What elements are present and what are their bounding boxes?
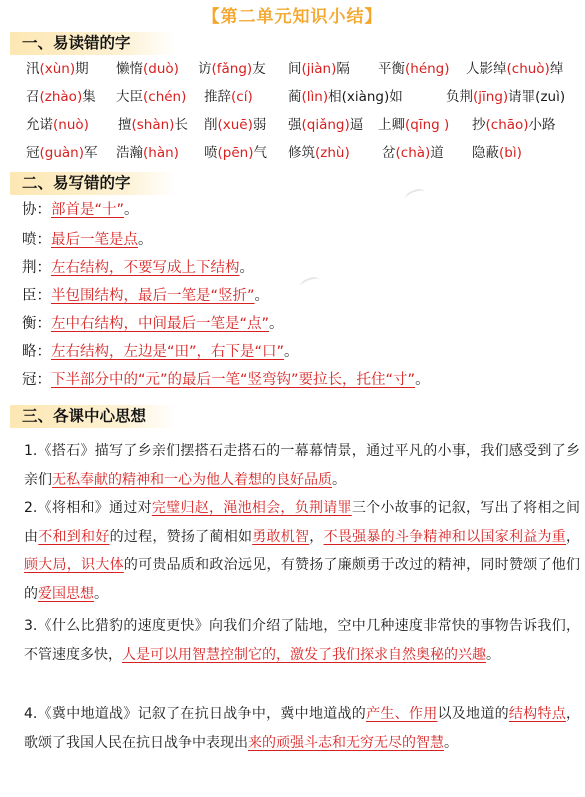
word-pinyin: (nuò)	[53, 117, 89, 133]
paragraph-text: 的过程，赞扬了蔺相如	[109, 528, 253, 545]
pinyin-word	[116, 142, 179, 164]
word-pinyin: (shàn)	[131, 117, 175, 133]
pinyin-word	[288, 58, 350, 80]
paragraph-text: 三个小故事的记叙，写出了将相之间由	[24, 500, 581, 545]
word-char: 隔	[336, 61, 350, 77]
word-char: 大臣	[116, 89, 143, 105]
highlight-text: 结构特点	[508, 706, 567, 722]
word-char: 擅	[118, 117, 132, 133]
decorative-bird-icon	[404, 187, 426, 203]
section-3-heading: 三、各课中心思想	[10, 405, 175, 428]
word-pinyin: (xuē)	[217, 117, 253, 133]
word-char: 集	[82, 89, 96, 105]
word-pinyin: (cí)	[231, 89, 253, 105]
rule-char-label: 冠：	[22, 372, 51, 388]
paragraph-3	[24, 612, 580, 669]
rule-text: 部首是“十”	[51, 202, 125, 218]
paragraph-text: 。	[332, 471, 346, 488]
word-char: 弱	[252, 117, 267, 133]
word-pinyin: (zhào)	[39, 89, 83, 105]
word-char: 道	[430, 145, 444, 161]
word-char: 召	[26, 89, 40, 105]
pinyin-word	[198, 58, 266, 80]
writing-rule	[22, 312, 284, 337]
pinyin-word	[288, 114, 363, 136]
paragraph-1	[24, 437, 580, 494]
rule-text: 左右结构，不要写成上下结构	[51, 260, 240, 276]
word-char: 抄	[472, 117, 486, 133]
word-char: 小路	[528, 117, 556, 133]
word-char: 浩瀚	[116, 145, 143, 161]
highlight-text: 产生、作用	[366, 706, 438, 722]
pinyin-word	[26, 86, 96, 108]
rule-period: 。	[124, 202, 139, 218]
word-char: 冠	[26, 145, 40, 161]
pinyin-word	[288, 142, 350, 164]
highlight-text: 人是可以用智慧控制它的，激发了我们探求自然奥秘的兴趣	[122, 646, 486, 663]
word-pinyin: (jīng)	[473, 89, 509, 105]
word-char: 期	[75, 61, 89, 77]
highlight-text: 爱国思想	[38, 585, 94, 602]
pinyin-row	[26, 142, 580, 164]
word-char: 隐蔽	[472, 145, 499, 161]
paragraph-text: 。	[444, 734, 458, 751]
paragraph-text: 。	[94, 585, 108, 602]
word-char: 喷	[204, 145, 218, 161]
rule-period: 。	[138, 232, 153, 248]
word-char: 平衡	[378, 61, 405, 77]
pinyin-word	[446, 86, 565, 108]
word-char: 友	[252, 61, 266, 77]
word-char: 绰	[549, 61, 564, 77]
word-pinyin: (guàn)	[39, 145, 84, 161]
rule-char-label: 协：	[22, 202, 51, 218]
paragraph-2	[24, 494, 580, 608]
rule-period: 。	[239, 260, 254, 276]
word-pinyin: (duò)	[143, 61, 179, 77]
word-char: 汛	[26, 61, 40, 77]
rule-text: 下半部分中的“元”的最后一笔“竖弯钩”要拉长，托住“寸”	[51, 372, 416, 388]
pinyin-word	[204, 86, 253, 108]
highlight-text: 顾大局，识大体	[24, 557, 124, 573]
pinyin-word	[116, 58, 179, 80]
paragraph-text: 。	[486, 646, 500, 663]
pinyin-word	[26, 58, 89, 80]
word-char: 请罪(zuì)	[508, 89, 566, 105]
highlight-text: 不和到和好	[38, 528, 110, 545]
word-char: 访	[198, 61, 212, 77]
word-pinyin: (zhù)	[315, 145, 350, 161]
word-pinyin: (chuò)	[506, 61, 550, 77]
writing-rule	[22, 256, 254, 281]
word-char: 强	[288, 117, 302, 133]
writing-rule	[22, 228, 153, 253]
pinyin-word	[204, 114, 266, 136]
pinyin-word	[204, 142, 267, 164]
decorative-bird-icon	[299, 275, 321, 291]
pinyin-word	[118, 114, 188, 136]
word-char: 削	[204, 117, 218, 133]
word-pinyin: (fǎng)	[211, 61, 253, 77]
pinyin-word	[382, 142, 444, 164]
pinyin-row	[26, 58, 580, 80]
word-char: 人影绰	[466, 61, 507, 77]
pinyin-word	[288, 86, 403, 108]
word-char: 推辞	[204, 89, 231, 105]
paragraph-text: ，	[309, 528, 324, 545]
pinyin-word	[26, 142, 98, 164]
word-char: 懒惰	[116, 61, 143, 77]
page-title: 【第二单元知识小结】	[202, 7, 383, 27]
word-pinyin: (héng)	[405, 61, 450, 77]
word-pinyin: (bì)	[499, 145, 522, 161]
paragraph-text: 4.《冀中地道战》记叙了在抗日战争中，冀中地道战的	[24, 706, 367, 722]
word-pinyin: (chāo)	[485, 117, 529, 133]
highlight-text: 来的顽强斗志和无穷无尽的智慧	[248, 734, 444, 751]
pinyin-word	[378, 114, 449, 136]
word-char: 军	[84, 145, 98, 161]
highlight-text: 勇敢机智	[252, 528, 310, 545]
rule-char-label: 臣：	[22, 288, 51, 304]
pinyin-word	[378, 58, 450, 80]
rule-char-label: 喷：	[22, 232, 51, 248]
paragraph-4	[24, 700, 580, 757]
rule-char-label: 略：	[22, 344, 51, 360]
word-char: 上卿	[378, 117, 405, 133]
pinyin-row	[26, 114, 580, 136]
rule-period: 。	[415, 372, 430, 388]
highlight-text: 无私奉献的精神和一心为他人着想的良好品质	[52, 471, 332, 488]
rule-text: 最后一笔是点	[51, 232, 138, 248]
rule-text: 半包围结构，最后一笔是“竖折”	[51, 288, 255, 304]
paragraph-text: 3.《什么比猎豹的速度更快》向我们介绍了陆地，空中几种速度非常快的事物告诉我们，不管速度多快，	[24, 618, 580, 663]
word-pinyin: (pēn)	[217, 145, 254, 161]
word-pinyin: (qiǎng)	[301, 117, 350, 133]
word-char: 气	[253, 145, 267, 161]
paragraph-text: 的可贵品质和政治远见，有赞扬了廉颇勇于改过的精神，同时赞颂了他们的	[24, 557, 580, 602]
word-char: 间	[288, 61, 302, 77]
word-char: 蔺	[288, 89, 302, 105]
rule-period: 。	[269, 316, 284, 332]
section-1-heading: 一、易读错的字	[10, 32, 175, 55]
word-pinyin: (jiàn)	[301, 61, 337, 77]
paragraph-text: 2.《将相和》通过对	[24, 500, 152, 516]
rule-text: 左右结构，左边是“田”，右下是“口”	[51, 344, 285, 360]
writing-rule	[22, 368, 430, 393]
rule-text: 左中右结构，中间最后一笔是“点”	[51, 316, 270, 332]
rule-period: 。	[284, 344, 299, 360]
highlight-text: 完璧归赵，渑池相会，负荆请罪	[151, 500, 352, 516]
writing-rule	[22, 198, 139, 223]
word-char: 岔	[382, 145, 396, 161]
word-pinyin: (chén)	[143, 89, 187, 105]
highlight-text: 不畏强暴的斗争精神和以国家利益为重	[323, 528, 567, 545]
word-char: 负荆	[446, 89, 473, 105]
paragraph-text: 1.《搭石》描写了乡亲们摆搭石走搭石的一幕幕情景，通过平凡的小事，我们感受到了乡亲们	[24, 443, 580, 488]
word-char: 逼	[349, 117, 364, 133]
pinyin-word	[26, 114, 89, 136]
word-pinyin: (chà)	[395, 145, 431, 161]
word-char: 允诺	[26, 117, 53, 133]
section-2-heading: 二、易写错的字	[10, 172, 175, 195]
pinyin-word	[472, 114, 556, 136]
rule-char-label: 衡：	[22, 316, 51, 332]
word-char: 修筑	[288, 145, 315, 161]
writing-rule	[22, 340, 299, 365]
pinyin-word	[472, 142, 522, 164]
pinyin-word	[466, 58, 563, 80]
word-pinyin: (xùn)	[39, 61, 76, 77]
rule-char-label: 荆：	[22, 260, 51, 276]
word-char: 相(xiàng)如	[328, 89, 403, 105]
word-char: 长	[174, 117, 188, 133]
paragraph-text: ，歌颂了我国人民在抗日战争中表现出	[24, 706, 581, 751]
pinyin-word	[116, 86, 186, 108]
rule-period: 。	[254, 288, 270, 304]
word-pinyin: (hàn)	[143, 145, 179, 161]
word-pinyin: (lìn)	[301, 89, 329, 105]
pinyin-row	[26, 86, 580, 108]
paragraph-text: 以及地道的	[437, 706, 509, 722]
writing-rule	[22, 284, 269, 309]
word-pinyin: (qīng )	[405, 117, 450, 133]
paragraph-text: ，	[566, 528, 581, 545]
